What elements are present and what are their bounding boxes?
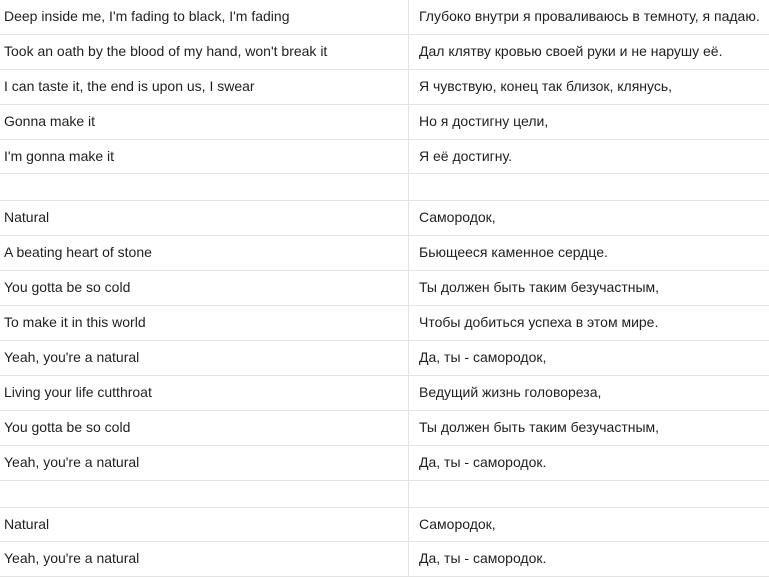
- lyrics-original-cell: [0, 480, 409, 507]
- lyrics-spacer-row: [0, 174, 769, 201]
- lyrics-translation-cell: Ты должен быть таким безучастным,: [409, 271, 769, 306]
- lyrics-original-cell: Gonna make it: [0, 104, 409, 139]
- lyrics-spacer-row: [0, 480, 769, 507]
- lyrics-translation-cell: Чтобы добиться успеха в этом мире.: [409, 306, 769, 341]
- lyrics-translation-cell: Но я достигну цели,: [409, 104, 769, 139]
- lyrics-row: [0, 507, 769, 542]
- lyrics-row: [0, 69, 769, 104]
- lyrics-original-cell: You gotta be so cold: [0, 271, 409, 306]
- lyrics-translation-cell: Самородок,: [409, 201, 769, 236]
- lyrics-original-cell: Yeah, you're a natural: [0, 445, 409, 480]
- lyrics-row: [0, 139, 769, 174]
- lyrics-translation-cell: Я её достигну.: [409, 139, 769, 174]
- lyrics-translation-cell: Да, ты - самородок.: [409, 445, 769, 480]
- lyrics-original-cell: You gotta be so cold: [0, 410, 409, 445]
- lyrics-original-cell: Yeah, you're a natural: [0, 341, 409, 376]
- lyrics-original-cell: A beating heart of stone: [0, 236, 409, 271]
- lyrics-row: [0, 410, 769, 445]
- lyrics-translation-cell: Глубоко внутри я проваливаюсь в темноту, я падаю.: [409, 0, 769, 34]
- lyrics-translation-cell: Ты должен быть таким безучастным,: [409, 410, 769, 445]
- lyrics-original-cell: I can taste it, the end is upon us, I swear: [0, 69, 409, 104]
- lyrics-original-cell: I'm gonna make it: [0, 139, 409, 174]
- lyrics-row: [0, 542, 769, 577]
- lyrics-row: [0, 104, 769, 139]
- lyrics-row: [0, 271, 769, 306]
- lyrics-row: [0, 34, 769, 69]
- lyrics-original-cell: Living your life cutthroat: [0, 375, 409, 410]
- lyrics-row: [0, 236, 769, 271]
- lyrics-row: [0, 306, 769, 341]
- lyrics-translation-cell: [409, 174, 769, 201]
- lyrics-original-cell: To make it in this world: [0, 306, 409, 341]
- lyrics-translation-cell: Да, ты - самородок,: [409, 341, 769, 376]
- lyrics-original-cell: Took an oath by the blood of my hand, won't break it: [0, 34, 409, 69]
- lyrics-row: [0, 375, 769, 410]
- lyrics-original-cell: Natural: [0, 201, 409, 236]
- lyrics-row: [0, 445, 769, 480]
- lyrics-original-cell: [0, 174, 409, 201]
- lyrics-translation-cell: Я чувствую, конец так близок, клянусь,: [409, 69, 769, 104]
- lyrics-translation-cell: Ведущий жизнь головореза,: [409, 375, 769, 410]
- lyrics-row: [0, 341, 769, 376]
- lyrics-row: [0, 201, 769, 236]
- lyrics-original-cell: Yeah, you're a natural: [0, 542, 409, 577]
- lyrics-original-cell: Deep inside me, I'm fading to black, I'm fading: [0, 0, 409, 34]
- lyrics-original-cell: Natural: [0, 507, 409, 542]
- lyrics-translation-cell: Дал клятву кровью своей руки и не нарушу её.: [409, 34, 769, 69]
- lyrics-translation-cell: [409, 480, 769, 507]
- lyrics-row: [0, 0, 769, 34]
- lyrics-translation-cell: Да, ты - самородок.: [409, 542, 769, 577]
- lyrics-translation-cell: Бьющееся каменное сердце.: [409, 236, 769, 271]
- lyrics-translation-cell: Самородок,: [409, 507, 769, 542]
